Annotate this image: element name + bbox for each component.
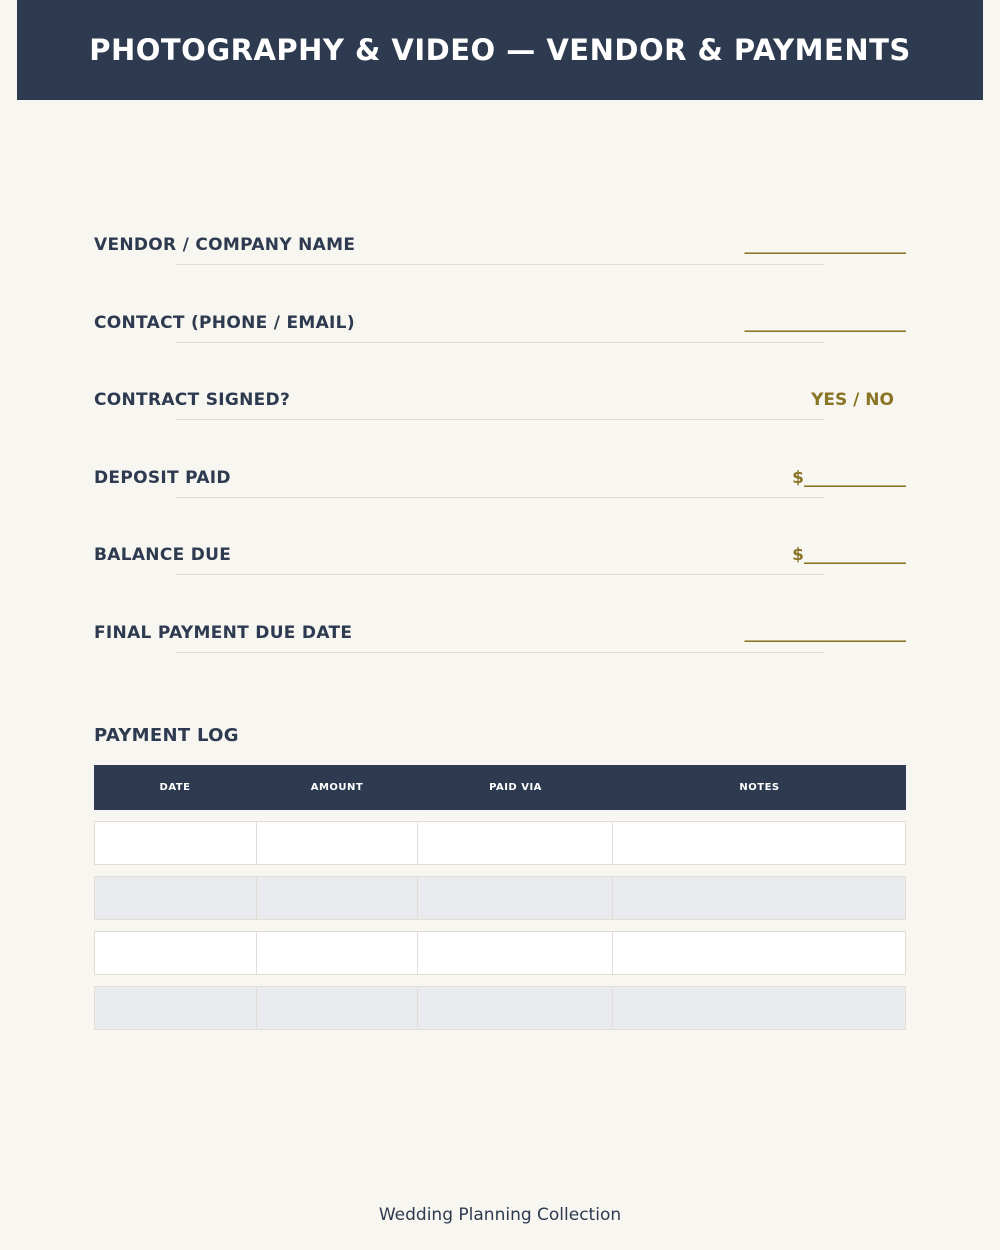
divider [176, 419, 824, 420]
footer-text: Wedding Planning Collection [378, 1205, 622, 1225]
table-cell[interactable] [95, 987, 257, 1029]
table-cell[interactable] [418, 987, 613, 1029]
table-cell[interactable] [95, 877, 257, 919]
table-cell[interactable] [257, 822, 419, 864]
table-cell[interactable] [257, 877, 419, 919]
table-cell[interactable] [95, 932, 257, 974]
divider [176, 574, 824, 575]
table-row [94, 986, 906, 1030]
column-header-date: DATE [159, 782, 191, 793]
field-label: DEPOSIT PAID [94, 468, 231, 488]
table-cell[interactable] [257, 932, 419, 974]
deposit-amount-blank[interactable]: $____________ [792, 468, 906, 488]
column-header-notes: NOTES [739, 782, 780, 793]
field-label: FINAL PAYMENT DUE DATE [94, 623, 353, 643]
contract-signed-choice[interactable]: YES / NO [811, 390, 894, 410]
payment-log-table [94, 765, 906, 1030]
field-balance-due [94, 545, 906, 585]
page-header [17, 0, 983, 100]
table-row [94, 821, 906, 865]
table-row [94, 931, 906, 975]
payment-log-title: PAYMENT LOG [94, 725, 239, 746]
divider [176, 264, 824, 265]
table-row [94, 876, 906, 920]
table-cell[interactable] [257, 987, 419, 1029]
table-cell[interactable] [613, 822, 905, 864]
final-date-blank[interactable]: ___________________ [744, 623, 906, 643]
field-final-payment-date [94, 623, 906, 663]
column-header-amount: AMOUNT [310, 782, 364, 793]
table-cell[interactable] [613, 932, 905, 974]
field-contact [94, 313, 906, 353]
divider [176, 342, 824, 343]
page-title: PHOTOGRAPHY & VIDEO — VENDOR & PAYMENTS [89, 33, 911, 67]
table-cell[interactable] [418, 932, 613, 974]
table-cell[interactable] [418, 877, 613, 919]
field-deposit-paid [94, 468, 906, 508]
column-header-paid-via: PAID VIA [489, 782, 542, 793]
field-contract-signed [94, 390, 906, 430]
field-label: BALANCE DUE [94, 545, 232, 565]
field-vendor-name [94, 235, 906, 275]
field-label: CONTACT (PHONE / EMAIL) [94, 313, 355, 333]
field-label: CONTRACT SIGNED? [94, 390, 291, 410]
vendor-name-blank[interactable]: ___________________ [744, 235, 906, 255]
table-header [94, 765, 906, 810]
divider [176, 497, 824, 498]
divider [176, 652, 824, 653]
contact-blank[interactable]: ___________________ [744, 313, 906, 333]
table-cell[interactable] [95, 822, 257, 864]
table-cell[interactable] [418, 822, 613, 864]
balance-amount-blank[interactable]: $____________ [792, 545, 906, 565]
table-cell[interactable] [613, 987, 905, 1029]
table-cell[interactable] [613, 877, 905, 919]
field-label: VENDOR / COMPANY NAME [94, 235, 356, 255]
